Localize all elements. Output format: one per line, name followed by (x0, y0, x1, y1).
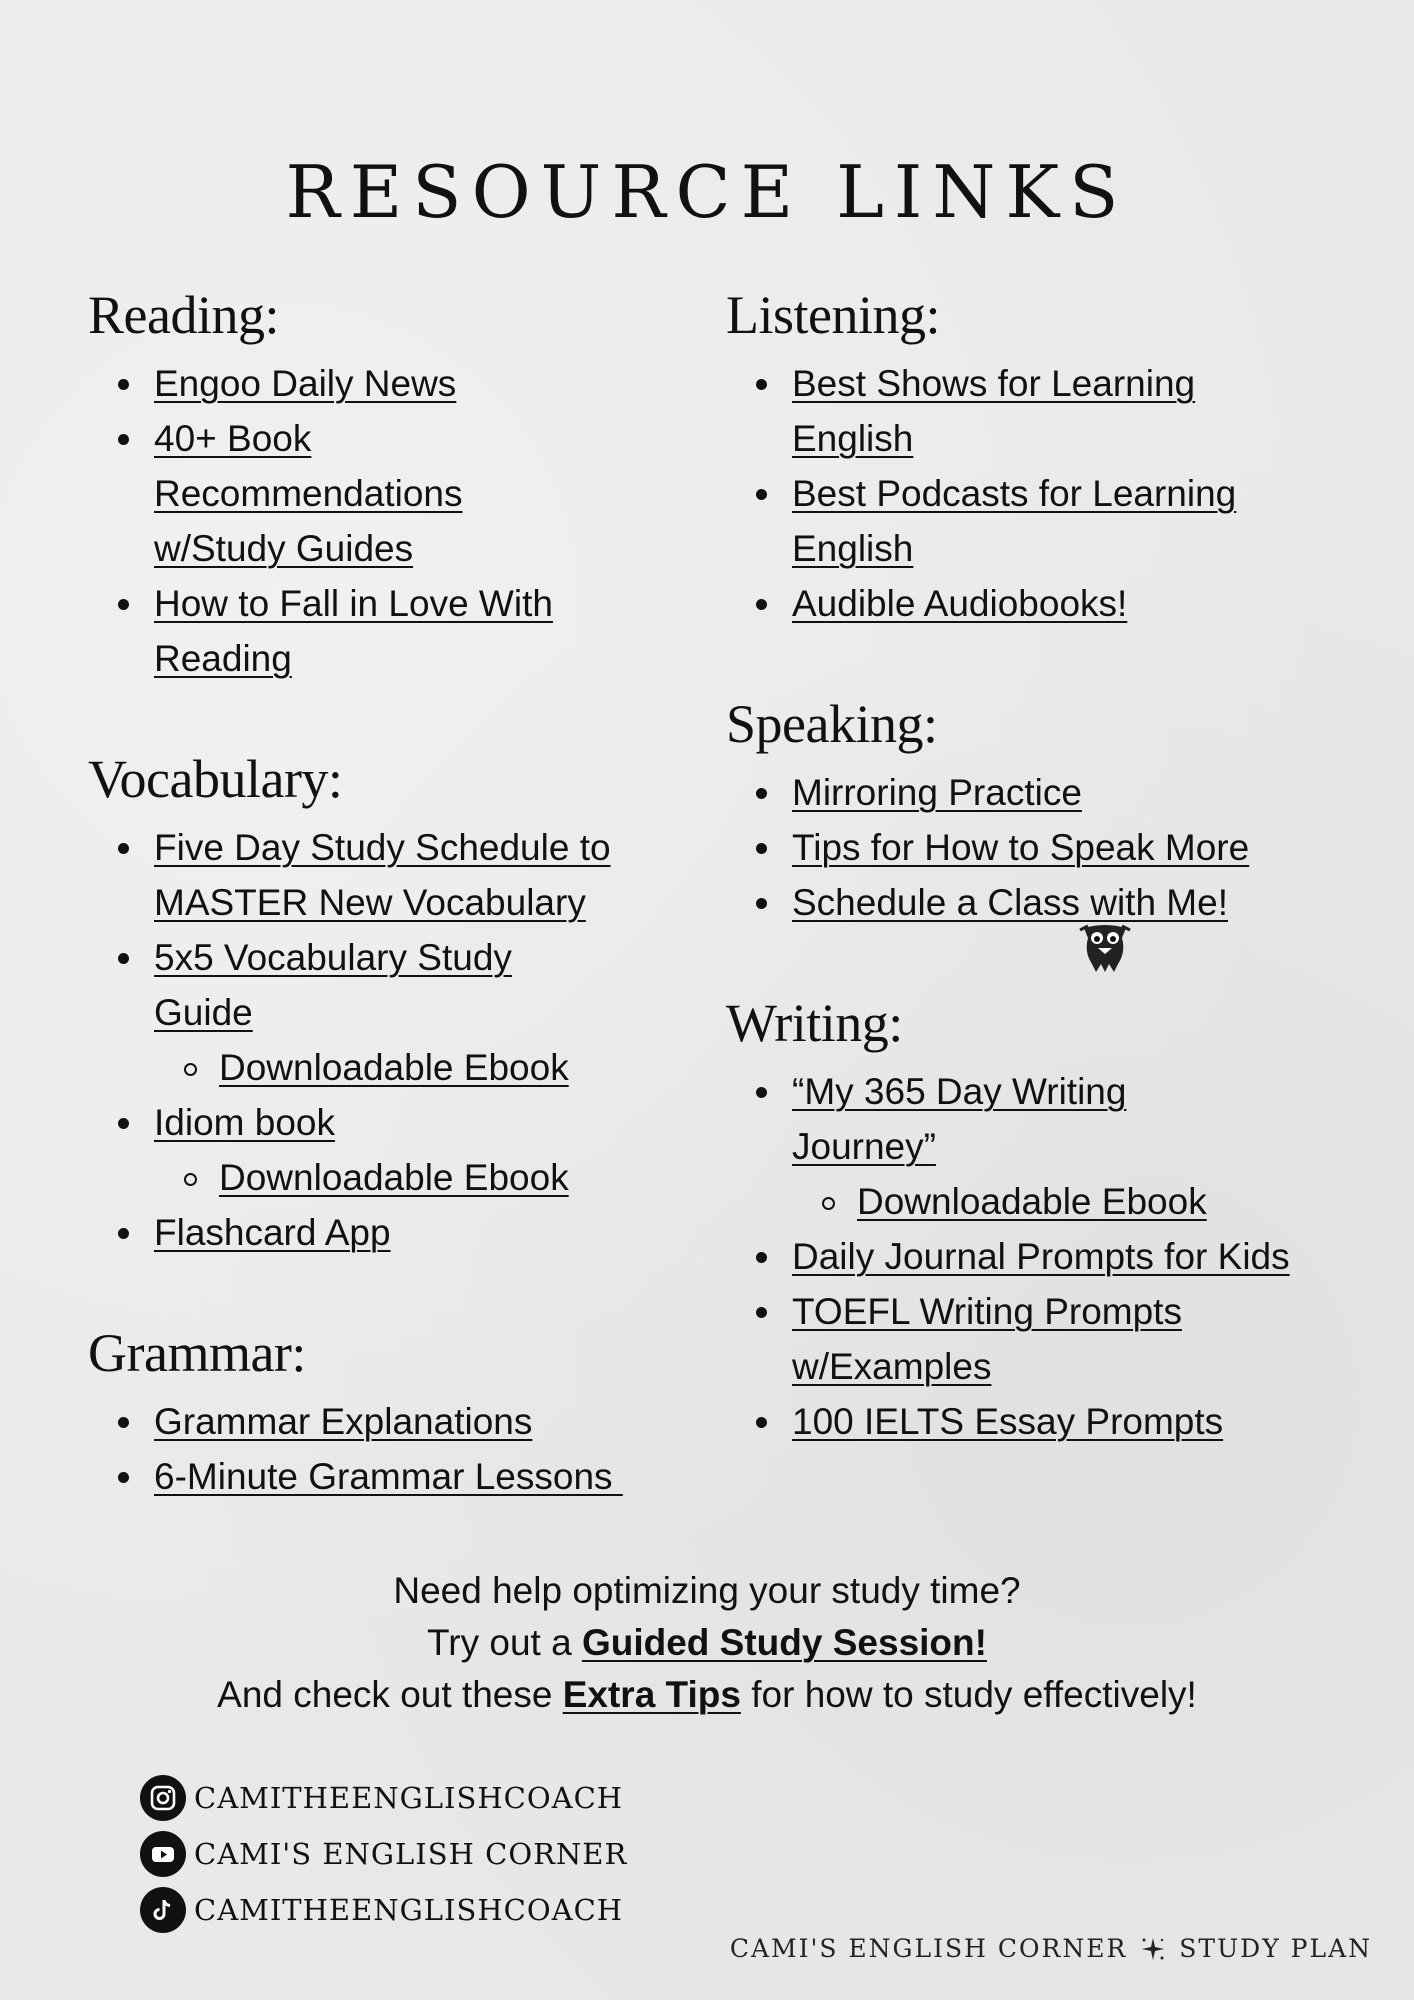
link-best-shows[interactable]: Best Shows for Learning English (792, 363, 1196, 459)
sparkle-icon (1139, 1935, 1167, 1963)
link-ielts-essay-prompts[interactable]: 100 IELTS Essay Prompts (792, 1401, 1224, 1442)
section-speaking (726, 689, 1346, 930)
section-writing (726, 988, 1346, 1449)
tiktok-icon (140, 1887, 186, 1933)
link-list (88, 820, 708, 1260)
section-heading: Writing: (726, 993, 903, 1053)
social-label: CAMITHEENGLISHCOACH (194, 1893, 624, 1927)
footer-line (0, 1617, 1414, 1669)
link-list (88, 356, 708, 686)
link-5x5-vocabulary-guide[interactable]: 5x5 Vocabulary Study Guide (154, 937, 512, 1033)
social-tiktok[interactable] (140, 1882, 627, 1938)
section-heading: Grammar: (88, 1323, 306, 1383)
spacer (726, 631, 1346, 689)
list-item (726, 765, 1346, 820)
link-flashcard-app[interactable]: Flashcard App (154, 1212, 391, 1253)
list-item (726, 466, 1346, 576)
list-item (726, 356, 1346, 466)
brand-footer (730, 1934, 1372, 1963)
section-vocabulary (88, 744, 708, 1260)
footer-line: Need help optimizing your study time? (393, 1570, 1021, 1611)
social-links (140, 1770, 627, 1938)
link-list (726, 1064, 1346, 1449)
link-list (726, 356, 1346, 631)
link-tips-speak-more[interactable]: Tips for How to Speak More (792, 827, 1250, 868)
footer-line (0, 1669, 1414, 1721)
link-6-minute-grammar[interactable]: 6-Minute Grammar Lessons (154, 1456, 623, 1497)
link-audible-audiobooks[interactable]: Audible Audiobooks! (792, 583, 1128, 624)
list-item (726, 1229, 1346, 1284)
page-title: RESOURCE LINKS (285, 150, 1129, 234)
youtube-icon (140, 1831, 186, 1877)
footer-text: for how to study effectively! (740, 1674, 1197, 1715)
list-item (88, 356, 708, 411)
link-downloadable-ebook[interactable]: Downloadable Ebook (857, 1181, 1207, 1222)
list-item (88, 820, 708, 930)
link-toefl-writing-prompts[interactable]: TOEFL Writing Prompts w/Examples (792, 1291, 1182, 1387)
right-column (726, 280, 1346, 1449)
brand-subtitle: STUDY PLAN (1179, 1934, 1372, 1963)
mascot-icon (1078, 924, 1132, 974)
list-item (726, 820, 1346, 875)
link-best-podcasts[interactable]: Best Podcasts for Learning English (792, 473, 1237, 569)
section-listening (726, 280, 1346, 631)
link-guided-study-session[interactable]: Guided Study Session! (581, 1622, 987, 1663)
link-extra-tips[interactable]: Extra Tips (562, 1674, 741, 1715)
link-grammar-explanations[interactable]: Grammar Explanations (154, 1401, 533, 1442)
link-downloadable-ebook[interactable]: Downloadable Ebook (219, 1047, 569, 1088)
spacer (88, 1260, 708, 1318)
list-item (726, 875, 1346, 930)
spacer (726, 930, 1346, 988)
list-item (726, 1064, 1346, 1174)
list-item (88, 930, 708, 1040)
list-item (726, 1174, 1346, 1229)
section-grammar (88, 1318, 708, 1504)
spacer (88, 686, 708, 744)
list-item (88, 1040, 708, 1095)
list-item (88, 576, 708, 686)
section-heading: Reading: (88, 285, 279, 345)
list-item (88, 1394, 708, 1449)
instagram-icon (140, 1775, 186, 1821)
link-book-recommendations[interactable]: 40+ Book Recommendations w/Study Guides (154, 418, 463, 569)
list-item (88, 1095, 708, 1150)
list-item (726, 576, 1346, 631)
link-idiom-book[interactable]: Idiom book (154, 1102, 335, 1143)
social-instagram[interactable] (140, 1770, 627, 1826)
link-365-day-writing[interactable]: “My 365 Day Writing Journey” (792, 1071, 1127, 1167)
link-five-day-study-schedule[interactable]: Five Day Study Schedule to MASTER New Vocabulary (154, 827, 611, 923)
link-schedule-class[interactable]: Schedule a Class with Me! (792, 882, 1228, 923)
section-heading: Vocabulary: (88, 749, 343, 809)
list-item (88, 1205, 708, 1260)
list-item (726, 1284, 1346, 1394)
list-item (726, 1394, 1346, 1449)
link-list (726, 765, 1346, 930)
link-journal-prompts-kids[interactable]: Daily Journal Prompts for Kids (792, 1236, 1290, 1277)
footer-text: Try out a (427, 1622, 582, 1663)
brand-name: CAMI'S ENGLISH CORNER (729, 1934, 1128, 1963)
link-mirroring-practice[interactable]: Mirroring Practice (792, 772, 1082, 813)
social-youtube[interactable] (140, 1826, 627, 1882)
social-label: CAMI'S ENGLISH CORNER (194, 1837, 628, 1871)
section-reading (88, 280, 708, 686)
list-item (88, 1150, 708, 1205)
social-label: CAMITHEENGLISHCOACH (194, 1781, 624, 1815)
section-heading: Listening: (726, 285, 940, 345)
footer-text: And check out these (217, 1674, 563, 1715)
list-item (88, 1449, 708, 1504)
link-list (88, 1394, 708, 1504)
section-heading: Speaking: (726, 694, 938, 754)
footer-message (0, 1565, 1414, 1721)
link-fall-in-love-reading[interactable]: How to Fall in Love With Reading (154, 583, 553, 679)
link-downloadable-ebook[interactable]: Downloadable Ebook (219, 1157, 569, 1198)
link-engoo-daily-news[interactable]: Engoo Daily News (154, 363, 457, 404)
left-column (88, 280, 708, 1504)
list-item (88, 411, 708, 576)
